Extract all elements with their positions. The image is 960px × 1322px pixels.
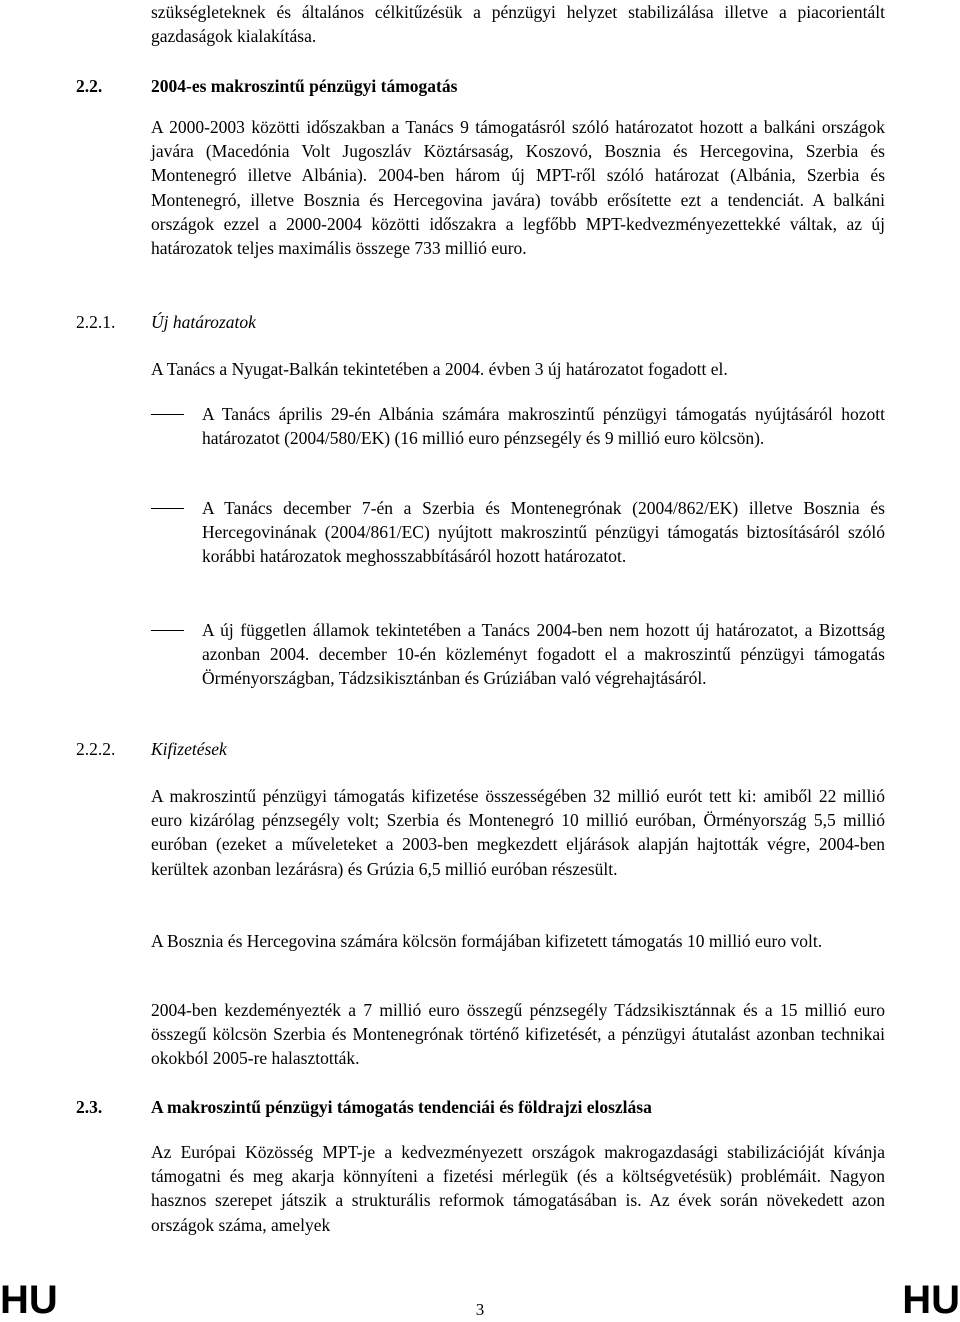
section-2-2-2-title: Kifizetések (151, 739, 227, 759)
bullet-dash-3 (151, 630, 184, 631)
section-2-2-paragraph: A 2000-2003 közötti időszakban a Tanács 9 támogatásról szóló határozatot hozott a balkáni országok javára (Macedónia Volt Jugoszláv Köztársaság, Koszovó, Bosznia és Hercegovina, Szerbia és Montenegró illetve Albánia). 2004-ben három új MPT-ről szóló határozat (Albánia, Szerbia és Montenegró, illetve Bosznia és Hercegovina javára) tovább erősítette ezt a tendenciát. A balkáni országok ezzel a 2000-2004 közötti időszakra a legfőbb MPT-kedvezményezettekké váltak, az új határozatok teljes maximális összege 733 millió euro. (151, 117, 885, 259)
footer-language-right: HU (902, 1278, 960, 1322)
section-2-2-2-paragraph-3: 2004-ben kezdeményezték a 7 millió euro összegű pénzsegély Tádzsikisztánnak és a 15 millió euro összegű kölcsön Szerbia és Montenegrónak történő kifizetését, a pénzügyi átutalást azonban technikai okokból 2005-re halasztották. (151, 1000, 885, 1069)
section-2-2-2-paragraph-2: A Bosznia és Hercegovina számára kölcsön formájában kifizetett támogatás 10 millió euro volt. (151, 931, 823, 951)
bullet-item-2: A Tanács december 7-én a Szerbia és Montenegrónak (2004/862/EK) illetve Bosznia és Hercegovinának (2004/861/EC) nyújtott makroszintű pénzügyi támogatás biztosításáról szóló korábbi határozatok meghosszabbításáról hozott határozatot. (202, 498, 885, 567)
section-2-2-number: 2.2. (76, 76, 103, 96)
section-2-2-2-number: 2.2.2. (76, 739, 116, 759)
section-2-2-1-number: 2.2.1. (76, 312, 116, 332)
footer-language-left: HU (0, 1278, 58, 1322)
section-2-2-2-paragraph-1: A makroszintű pénzügyi támogatás kifizetése összességében 32 millió eurót tett ki: amiből 22 millió euro kizárólag pénzsegély volt; Szerbia és Montenegró 10 millió euróban, Örményország 5,5 millió euróban (ezeket a műveleteket a 2003-ben megkezdett eljárások alapján hajtották végre, 2004-ben kerültek azonban lezárásra) és Grúzia 6,5 millió euróban részesült. (151, 786, 885, 879)
section-2-2-1-title: Új határozatok (151, 312, 256, 332)
bullet-dash-1 (151, 414, 184, 415)
top-paragraph: szükségleteknek és általános célkitűzésük a pénzügyi helyzet stabilizálása illetve a piacorientált gazdaságok kialakítása. (151, 2, 885, 47)
bullet-dash-2 (151, 508, 184, 509)
section-2-2-title: 2004-es makroszintű pénzügyi támogatás (151, 76, 458, 96)
page-number: 3 (475, 1300, 485, 1319)
section-2-2-1-intro: A Tanács a Nyugat-Balkán tekintetében a 2004. évben 3 új határozatot fogadott el. (151, 359, 728, 379)
bullet-item-1: A Tanács április 29-én Albánia számára makroszintű pénzügyi támogatás nyújtásáról hozott határozatot (2004/580/EK) (16 millió euro pénzsegély és 9 millió euro kölcsön). (202, 404, 885, 449)
section-2-3-title: A makroszintű pénzügyi támogatás tendenciái és földrajzi eloszlása (151, 1097, 652, 1117)
section-2-3-paragraph: Az Európai Közösség MPT-je a kedvezményezett országok makrogazdasági stabilizációját kívánja támogatni és meg akarja könnyíteni a fizetési mérlegük (és a költségvetésük) problémáit. Nagyon hasznos szerepet játszik a strukturális reformok támogatásában is. Az évek során növekedett azon országok száma, amelyek (151, 1142, 885, 1235)
bullet-item-3: A új független államok tekintetében a Tanács 2004-ben nem hozott új határozatot, a Bizottság azonban 2004. december 10-én közleményt fogadott el a makroszintű pénzügyi támogatás Örményországban, Tádzsikisztánban és Grúziában való végrehajtásáról. (202, 620, 885, 689)
section-2-3-number: 2.3. (76, 1097, 103, 1117)
